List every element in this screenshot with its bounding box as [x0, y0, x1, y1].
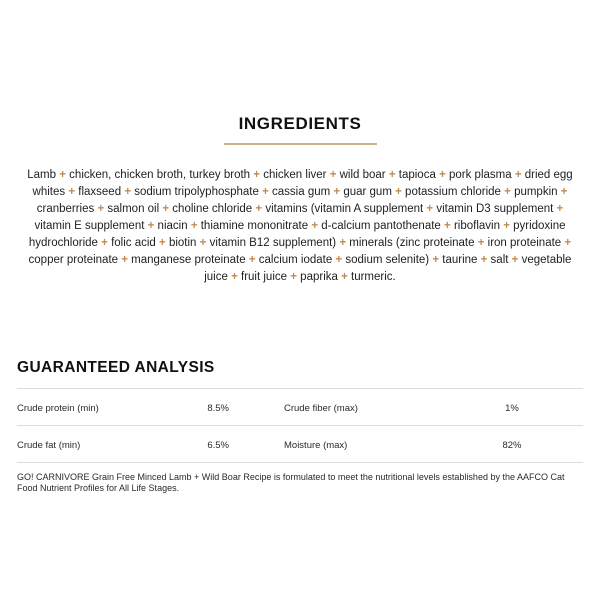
ingredient-separator: + [341, 270, 348, 283]
ingredient-separator: + [121, 253, 128, 266]
ingredient-item: d-calcium pantothenate [321, 219, 441, 232]
ingredient-separator: + [159, 236, 166, 249]
ingredients-list [22, 167, 578, 286]
ingredient-item: flaxseed [78, 185, 122, 198]
ingredient-separator: + [477, 236, 485, 249]
ingredient-item: vitamin E supplement [34, 219, 145, 232]
ingredient-item: thiamine mononitrate [200, 219, 309, 232]
ingredient-separator: + [511, 253, 519, 266]
ingredient-separator: + [199, 236, 207, 249]
ingredient-item: pumpkin [514, 185, 558, 198]
ingredient-item: sodium tripolyphosphate [134, 185, 259, 198]
ingredient-separator: + [68, 185, 76, 198]
ingredient-item: potassium chloride [405, 185, 501, 198]
ingredient-item: turmeric. [351, 270, 396, 283]
ingredient-item: sodium selenite) [345, 253, 430, 266]
ingredient-separator: + [290, 270, 297, 283]
ingredient-separator: + [97, 202, 105, 215]
ingredient-item: vitamins (vitamin A supplement [265, 202, 424, 215]
ingredient-separator: + [556, 202, 564, 215]
ingredient-separator: + [59, 168, 66, 181]
analysis-row [17, 389, 583, 426]
ingredient-separator: + [124, 185, 132, 198]
ingredient-separator: + [514, 168, 522, 181]
ingredient-separator: + [255, 202, 263, 215]
ingredient-separator: + [253, 168, 260, 181]
ingredients-title: INGREDIENTS [238, 114, 362, 133]
analysis-table [17, 388, 583, 463]
ingredient-item: chicken, chicken broth, turkey broth [69, 168, 251, 181]
ingredient-item: tapioca [398, 168, 436, 181]
ingredient-separator: + [564, 236, 572, 249]
ingredient-separator: + [333, 185, 341, 198]
ingredient-separator: + [444, 219, 451, 232]
ingredient-item: dried egg whites [32, 168, 573, 198]
ingredient-item: cranberries [36, 202, 95, 215]
ingredient-item: cassia gum [272, 185, 331, 198]
ingredient-separator: + [426, 202, 434, 215]
ingredient-separator: + [248, 253, 256, 266]
analysis-title: GUARANTEED ANALYSIS [17, 359, 215, 376]
ingredient-separator: + [162, 202, 170, 215]
ingredient-separator: + [329, 168, 337, 181]
ingredient-separator: + [335, 253, 343, 266]
ingredient-item: folic acid [111, 236, 156, 249]
ingredient-separator: + [504, 185, 511, 198]
ingredient-separator: + [560, 185, 568, 198]
analysis-row [17, 426, 583, 463]
ingredient-item: salmon oil [107, 202, 160, 215]
ingredient-item: Lamb [27, 168, 57, 181]
ingredient-item: paprika [300, 270, 338, 283]
ingredient-item: vitamin B12 supplement) [209, 236, 337, 249]
ingredient-separator: + [439, 168, 446, 181]
ingredient-separator: + [262, 185, 269, 198]
ingredient-separator: + [339, 236, 347, 249]
ingredient-separator: + [432, 253, 440, 266]
ingredient-separator: + [231, 270, 238, 283]
analysis-value: 6.5% [207, 440, 229, 451]
ingredient-item: salt [490, 253, 509, 266]
ingredient-separator: + [311, 219, 319, 232]
analysis-label: Crude fiber (max) [284, 403, 358, 414]
analysis-label: Crude protein (min) [17, 403, 99, 414]
ingredient-separator: + [503, 219, 510, 232]
ingredient-item: pyridoxine hydrochloride [28, 219, 566, 249]
ingredient-item: vegetable juice [204, 253, 572, 283]
analysis-value: 1% [505, 403, 519, 414]
ingredient-item: guar gum [343, 185, 392, 198]
ingredient-item: taurine [442, 253, 478, 266]
ingredient-item: chicken liver [263, 168, 327, 181]
ingredient-item: vitamin D3 supplement [436, 202, 554, 215]
ingredient-item: fruit juice [241, 270, 288, 283]
title-divider [224, 143, 377, 145]
analysis-value: 8.5% [207, 403, 229, 414]
ingredient-item: wild boar [339, 168, 386, 181]
ingredient-separator: + [395, 185, 402, 198]
analysis-label: Crude fat (min) [17, 440, 81, 451]
ingredient-item: riboflavin [453, 219, 500, 232]
ingredient-separator: + [101, 236, 108, 249]
formulation-footnote: GO! CARNIVORE Grain Free Minced Lamb + Wild Boar Recipe is formulated to meet the nutritional levels established by the AAFCO Cat Food Nutrient Profiles for All Life Stages. [17, 472, 565, 493]
ingredient-separator: + [480, 253, 488, 266]
ingredient-item: minerals (zinc proteinate [349, 236, 475, 249]
ingredient-item: niacin [157, 219, 188, 232]
ingredient-item: manganese proteinate [131, 253, 246, 266]
ingredient-item: biotin [168, 236, 197, 249]
ingredient-separator: + [190, 219, 198, 232]
ingredient-item: pork plasma [448, 168, 512, 181]
analysis-label: Moisture (max) [284, 440, 348, 451]
ingredient-separator: + [147, 219, 155, 232]
ingredient-separator: + [388, 168, 396, 181]
ingredient-item: iron proteinate [487, 236, 562, 249]
ingredient-item: choline chloride [172, 202, 253, 215]
ingredient-item: calcium iodate [258, 253, 333, 266]
analysis-value: 82% [502, 440, 522, 451]
ingredient-item: copper proteinate [28, 253, 119, 266]
